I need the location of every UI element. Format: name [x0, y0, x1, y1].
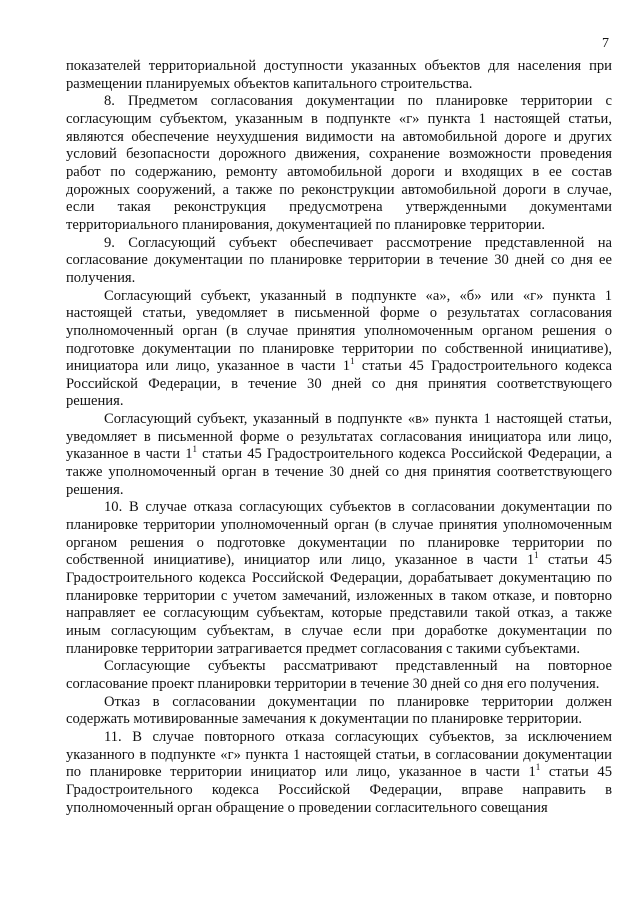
page-number: 7 — [602, 36, 609, 51]
paragraph-text: 8. Предметом согласования документации по планировке территории с согласующим субъектом, указанным в подпункте «г» пункта 1 настоящей статьи, являются обеспечение неухудшения видимости на автомобильной дороге и других условий безопасности дорожного движения, сохранение возможности проведения работ по содержанию, ремонту автомобильной дороги и входящих в ее состав дорожных сооружений, а также по реконструкции автомобильной дороги в случае, если такая реконструкция предусмотрена утвержденными документами территориального планирования, документацией по планировке территории. — [66, 93, 612, 233]
paragraph-11 — [66, 729, 612, 817]
superscript-one: 1 — [350, 356, 355, 367]
paragraph-9-abcg — [66, 288, 612, 412]
paragraph-text: статьи 45 Градостроительного кодекса Российской Федерации, в течение 30 дней со дня принятия соответствующего решения. — [66, 358, 612, 410]
paragraph-text: 11. В случае повторного отказа согласующих субъектов, за исключением указанного в подпункте «г» пункта 1 настоящей статьи, в согласовании документации по планировке территории инициатор или лицо, указанное в части 1 — [66, 728, 612, 781]
paragraph-8 — [66, 93, 612, 234]
document-body — [66, 58, 612, 817]
paragraph-text: Согласующий субъект, указанный в подпункте «а», «б» или «г» пункта 1 настоящей статьи, уведомляет в письменной форме о результатах согласования уполномоченный орган (в случае принятия уполномоченным органом решения о подготовке документации по планировке территории по собственной инициативе), инициатора или лицо, указанное в части 1 — [66, 287, 612, 375]
paragraph-9 — [66, 235, 612, 288]
paragraph-9-v — [66, 411, 612, 499]
paragraph-text: статьи 45 Градостроительного кодекса Российской Федерации, дорабатывает документацию по планировке территории с учетом замечаний, изложенных в таком отказе, и повторно направляет ее согласующим субъектам, которые представили такой отказ, а также иным согласующим субъектам, в случае если при доработке документации по планировке территории затрагивается предмет согласования с такими субъектами. — [66, 552, 612, 657]
paragraph-10-review — [66, 658, 612, 693]
paragraph-text: показателей территориальной доступности указанных объектов для населения при размещении планируемых объектов капитального строительства. — [66, 58, 612, 92]
paragraph-text: Согласующие субъекты рассматривают представленный на повторное согласование проект планировки территории в течение 30 дней со дня его получения. — [66, 658, 612, 692]
paragraph-continuation — [66, 58, 612, 93]
superscript-one: 1 — [535, 762, 541, 773]
paragraph-10-refusal — [66, 694, 612, 729]
paragraph-text: статьи 45 Градостроительного кодекса Российской Федерации, вправе направить в уполномоченный орган обращение о проведении согласительного совещания — [66, 764, 612, 816]
paragraph-10 — [66, 499, 612, 658]
paragraph-text: 9. Согласующий субъект обеспечивает рассмотрение представленной на согласование документации по планировке территории в течение 30 дней со дня ее получения. — [66, 234, 612, 286]
paragraph-text: 10. В случае отказа согласующих субъектов в согласовании документации по планировке территории уполномоченный орган (в случае принятия уполномоченным органом решения о подготовке документации по планировке территории по собственной инициативе), инициатор или лицо, указанное в части 1 — [66, 499, 612, 569]
superscript-one: 1 — [192, 444, 197, 455]
paragraph-text: статьи 45 Градостроительного кодекса Российской Федерации, а также уполномоченный орган в течение 30 дней со дня принятия соответствующего решения. — [66, 446, 613, 498]
superscript-one: 1 — [534, 550, 539, 561]
paragraph-text: Отказ в согласовании документации по планировке территории должен содержать мотивированные замечания к документации по планировке территории. — [66, 693, 612, 728]
paragraph-text: Согласующий субъект, указанный в подпункте «в» пункта 1 настоящей статьи, уведомляет в письменной форме о результатах согласования инициатора или лицо, указанное в части 1 — [66, 411, 612, 463]
